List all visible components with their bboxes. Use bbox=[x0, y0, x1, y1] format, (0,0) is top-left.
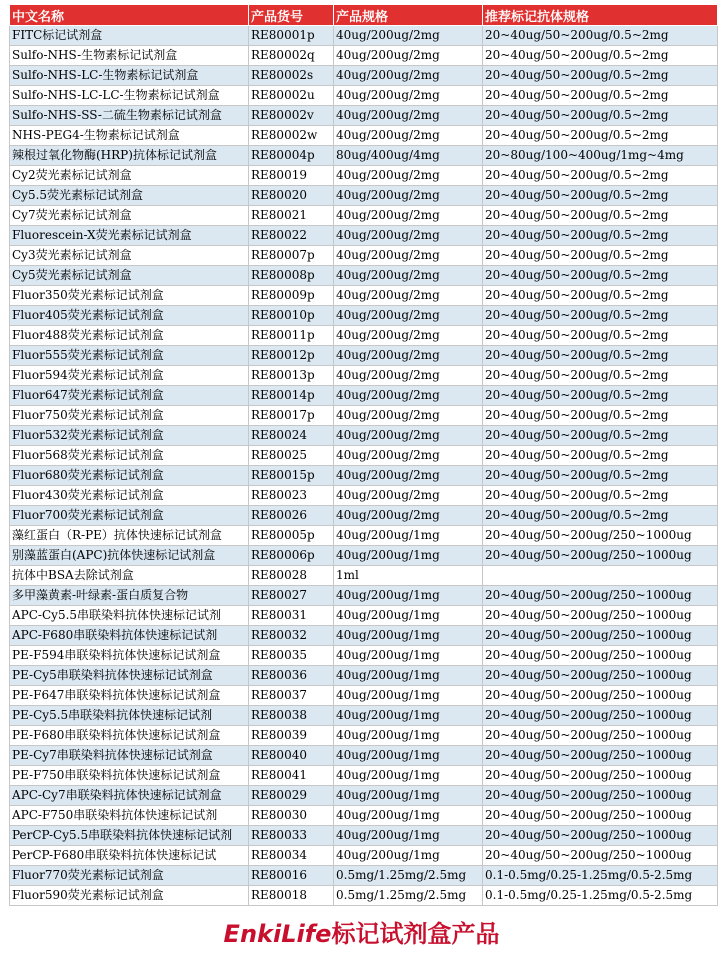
cell-code: RE80037 bbox=[249, 686, 334, 706]
footer-title bbox=[0, 914, 723, 954]
table-row bbox=[10, 366, 718, 386]
cell-spec: 40ug/200ug/1mg bbox=[334, 726, 483, 746]
table-row bbox=[10, 706, 718, 726]
cell-recommended: 20~40ug/50~200ug/250~1000ug bbox=[483, 786, 718, 806]
cell-recommended: 20~40ug/50~200ug/0.5~2mg bbox=[483, 406, 718, 426]
cell-name: Cy5.5荧光素标记试剂盒 bbox=[10, 186, 249, 206]
cell-recommended: 20~40ug/50~200ug/0.5~2mg bbox=[483, 426, 718, 446]
header-cell-recommended: 推荐标记抗体规格 bbox=[483, 5, 718, 26]
table-row bbox=[10, 886, 718, 906]
cell-code: RE80019 bbox=[249, 166, 334, 186]
cell-recommended: 20~40ug/50~200ug/250~1000ug bbox=[483, 666, 718, 686]
cell-recommended: 20~40ug/50~200ug/0.5~2mg bbox=[483, 326, 718, 346]
cell-name: Cy3荧光素标记试剂盒 bbox=[10, 246, 249, 266]
cell-recommended: 20~40ug/50~200ug/250~1000ug bbox=[483, 526, 718, 546]
table-row bbox=[10, 306, 718, 326]
cell-spec: 40ug/200ug/2mg bbox=[334, 406, 483, 426]
cell-code: RE80032 bbox=[249, 626, 334, 646]
cell-name: 抗体中BSA去除试剂盒 bbox=[10, 566, 249, 586]
cell-recommended: 20~40ug/50~200ug/250~1000ug bbox=[483, 646, 718, 666]
cell-code: RE80033 bbox=[249, 826, 334, 846]
table-row bbox=[10, 506, 718, 526]
cell-spec: 40ug/200ug/1mg bbox=[334, 526, 483, 546]
cell-spec: 40ug/200ug/2mg bbox=[334, 166, 483, 186]
cell-recommended: 20~40ug/50~200ug/250~1000ug bbox=[483, 706, 718, 726]
cell-code: RE80012p bbox=[249, 346, 334, 366]
cell-code: RE80013p bbox=[249, 366, 334, 386]
cell-spec: 40ug/200ug/2mg bbox=[334, 66, 483, 86]
cell-name: APC-Cy7串联染料抗体快速标记试剂盒 bbox=[10, 786, 249, 806]
cell-recommended: 20~40ug/50~200ug/0.5~2mg bbox=[483, 186, 718, 206]
cell-name: Fluor555荧光素标记试剂盒 bbox=[10, 346, 249, 366]
cell-name: PerCP-Cy5.5串联染料抗体快速标记试剂 bbox=[10, 826, 249, 846]
cell-code: RE80015p bbox=[249, 466, 334, 486]
cell-spec: 40ug/200ug/2mg bbox=[334, 506, 483, 526]
cell-spec: 40ug/200ug/2mg bbox=[334, 326, 483, 346]
cell-recommended: 20~40ug/50~200ug/250~1000ug bbox=[483, 586, 718, 606]
cell-code: RE80030 bbox=[249, 806, 334, 826]
cell-name: PE-Cy5.5串联染料抗体快速标记试剂 bbox=[10, 706, 249, 726]
product-table bbox=[9, 4, 718, 906]
cell-code: RE80002w bbox=[249, 126, 334, 146]
header-cell-spec: 产品规格 bbox=[334, 5, 483, 26]
table-row bbox=[10, 846, 718, 866]
cell-recommended: 20~40ug/50~200ug/0.5~2mg bbox=[483, 106, 718, 126]
table-row bbox=[10, 626, 718, 646]
cell-name: PE-F594串联染料抗体快速标记试剂盒 bbox=[10, 646, 249, 666]
cell-name: APC-F680串联染料抗体快速标记试剂 bbox=[10, 626, 249, 646]
cell-code: RE80035 bbox=[249, 646, 334, 666]
cell-recommended: 20~40ug/50~200ug/0.5~2mg bbox=[483, 206, 718, 226]
cell-recommended: 20~40ug/50~200ug/0.5~2mg bbox=[483, 466, 718, 486]
cell-code: RE80007p bbox=[249, 246, 334, 266]
table-row bbox=[10, 566, 718, 586]
cell-recommended: 20~40ug/50~200ug/0.5~2mg bbox=[483, 506, 718, 526]
table-row bbox=[10, 586, 718, 606]
cell-spec: 40ug/200ug/2mg bbox=[334, 486, 483, 506]
cell-code: RE80002v bbox=[249, 106, 334, 126]
cell-name: Fluor350荧光素标记试剂盒 bbox=[10, 286, 249, 306]
cell-spec: 40ug/200ug/1mg bbox=[334, 646, 483, 666]
cell-name: APC-Cy5.5串联染料抗体快速标记试剂 bbox=[10, 606, 249, 626]
cell-code: RE80020 bbox=[249, 186, 334, 206]
cell-code: RE80029 bbox=[249, 786, 334, 806]
cell-recommended: 20~40ug/50~200ug/250~1000ug bbox=[483, 726, 718, 746]
table-row bbox=[10, 66, 718, 86]
cell-name: PE-F647串联染料抗体快速标记试剂盒 bbox=[10, 686, 249, 706]
cell-spec: 40ug/200ug/1mg bbox=[334, 826, 483, 846]
cell-name: PE-Cy7串联染料抗体快速标记试剂盒 bbox=[10, 746, 249, 766]
cell-name: Fluor680荧光素标记试剂盒 bbox=[10, 466, 249, 486]
cell-spec: 40ug/200ug/2mg bbox=[334, 286, 483, 306]
table-row bbox=[10, 266, 718, 286]
cell-spec: 40ug/200ug/2mg bbox=[334, 366, 483, 386]
table-row bbox=[10, 26, 718, 46]
table-row bbox=[10, 766, 718, 786]
table-row bbox=[10, 446, 718, 466]
cell-recommended: 20~40ug/50~200ug/250~1000ug bbox=[483, 766, 718, 786]
cell-recommended: 20~40ug/50~200ug/250~1000ug bbox=[483, 806, 718, 826]
cell-spec: 40ug/200ug/2mg bbox=[334, 346, 483, 366]
cell-recommended: 20~40ug/50~200ug/0.5~2mg bbox=[483, 46, 718, 66]
cell-recommended: 20~40ug/50~200ug/0.5~2mg bbox=[483, 486, 718, 506]
table-row bbox=[10, 206, 718, 226]
cell-spec: 40ug/200ug/2mg bbox=[334, 86, 483, 106]
cell-name: Fluorescein-X荧光素标记试剂盒 bbox=[10, 226, 249, 246]
table-row bbox=[10, 486, 718, 506]
cell-spec: 40ug/200ug/2mg bbox=[334, 306, 483, 326]
table-row bbox=[10, 606, 718, 626]
cell-recommended: 20~40ug/50~200ug/0.5~2mg bbox=[483, 86, 718, 106]
cell-code: RE80001p bbox=[249, 26, 334, 46]
cell-recommended: 20~40ug/50~200ug/0.5~2mg bbox=[483, 126, 718, 146]
cell-name: Sulfo-NHS-SS-二硫生物素标记试剂盒 bbox=[10, 106, 249, 126]
table-row bbox=[10, 106, 718, 126]
header-cell-name: 中文名称 bbox=[10, 5, 249, 26]
cell-code: RE80008p bbox=[249, 266, 334, 286]
table-row bbox=[10, 786, 718, 806]
cell-spec: 40ug/200ug/1mg bbox=[334, 846, 483, 866]
cell-code: RE80027 bbox=[249, 586, 334, 606]
cell-name: 多甲藻黄素-叶绿素-蛋白质复合物 bbox=[10, 586, 249, 606]
cell-name: Fluor405荧光素标记试剂盒 bbox=[10, 306, 249, 326]
cell-spec: 40ug/200ug/1mg bbox=[334, 546, 483, 566]
cell-spec: 40ug/200ug/1mg bbox=[334, 746, 483, 766]
cell-spec: 0.5mg/1.25mg/2.5mg bbox=[334, 886, 483, 906]
cell-recommended: 20~40ug/50~200ug/250~1000ug bbox=[483, 846, 718, 866]
table-row bbox=[10, 726, 718, 746]
cell-spec: 40ug/200ug/1mg bbox=[334, 666, 483, 686]
cell-name: Sulfo-NHS-LC-LC-生物素标记试剂盒 bbox=[10, 86, 249, 106]
cell-spec: 40ug/200ug/2mg bbox=[334, 226, 483, 246]
cell-recommended: 0.1-0.5mg/0.25-1.25mg/0.5-2.5mg bbox=[483, 886, 718, 906]
cell-name: Fluor594荧光素标记试剂盒 bbox=[10, 366, 249, 386]
cell-recommended: 20~80ug/100~400ug/1mg~4mg bbox=[483, 146, 718, 166]
cell-spec: 40ug/200ug/2mg bbox=[334, 206, 483, 226]
cell-code: RE80040 bbox=[249, 746, 334, 766]
cell-code: RE80011p bbox=[249, 326, 334, 346]
cell-recommended: 20~40ug/50~200ug/250~1000ug bbox=[483, 746, 718, 766]
cell-spec: 40ug/200ug/2mg bbox=[334, 186, 483, 206]
brand-name: EnkiLife bbox=[223, 920, 332, 948]
cell-name: FITC标记试剂盒 bbox=[10, 26, 249, 46]
cell-spec: 40ug/200ug/1mg bbox=[334, 806, 483, 826]
cell-spec: 40ug/200ug/1mg bbox=[334, 786, 483, 806]
header-row bbox=[10, 5, 718, 26]
cell-code: RE80018 bbox=[249, 886, 334, 906]
cell-name: Sulfo-NHS-LC-生物素标记试剂盒 bbox=[10, 66, 249, 86]
cell-spec: 80ug/400ug/4mg bbox=[334, 146, 483, 166]
cell-code: RE80024 bbox=[249, 426, 334, 446]
cell-code: RE80023 bbox=[249, 486, 334, 506]
cell-recommended: 20~40ug/50~200ug/0.5~2mg bbox=[483, 66, 718, 86]
table-row bbox=[10, 86, 718, 106]
table-row bbox=[10, 46, 718, 66]
cell-code: RE80010p bbox=[249, 306, 334, 326]
cell-code: RE80002s bbox=[249, 66, 334, 86]
cell-spec: 40ug/200ug/1mg bbox=[334, 626, 483, 646]
cell-code: RE80005p bbox=[249, 526, 334, 546]
cell-code: RE80021 bbox=[249, 206, 334, 226]
cell-name: NHS-PEG4-生物素标记试剂盒 bbox=[10, 126, 249, 146]
cell-recommended: 20~40ug/50~200ug/250~1000ug bbox=[483, 826, 718, 846]
cell-recommended: 20~40ug/50~200ug/0.5~2mg bbox=[483, 446, 718, 466]
table-row bbox=[10, 166, 718, 186]
cell-spec: 40ug/200ug/2mg bbox=[334, 446, 483, 466]
table-row bbox=[10, 646, 718, 666]
cell-code: RE80036 bbox=[249, 666, 334, 686]
cell-recommended: 20~40ug/50~200ug/250~1000ug bbox=[483, 686, 718, 706]
cell-name: Fluor750荧光素标记试剂盒 bbox=[10, 406, 249, 426]
cell-code: RE80039 bbox=[249, 726, 334, 746]
cell-name: PE-Cy5串联染料抗体快速标记试剂盒 bbox=[10, 666, 249, 686]
cell-name: Fluor532荧光素标记试剂盒 bbox=[10, 426, 249, 446]
table-row bbox=[10, 386, 718, 406]
table-row bbox=[10, 526, 718, 546]
footer-suffix: 标记试剂盒产品 bbox=[331, 920, 500, 948]
table-body bbox=[10, 26, 718, 906]
cell-spec: 40ug/200ug/1mg bbox=[334, 606, 483, 626]
cell-name: Fluor488荧光素标记试剂盒 bbox=[10, 326, 249, 346]
table-row bbox=[10, 406, 718, 426]
cell-spec: 40ug/200ug/1mg bbox=[334, 766, 483, 786]
cell-name: 辣根过氧化物酶(HRP)抗体标记试剂盒 bbox=[10, 146, 249, 166]
cell-spec: 40ug/200ug/2mg bbox=[334, 26, 483, 46]
cell-recommended: 20~40ug/50~200ug/0.5~2mg bbox=[483, 346, 718, 366]
cell-recommended: 20~40ug/50~200ug/0.5~2mg bbox=[483, 266, 718, 286]
table-row bbox=[10, 666, 718, 686]
cell-code: RE80034 bbox=[249, 846, 334, 866]
cell-name: Fluor430荧光素标记试剂盒 bbox=[10, 486, 249, 506]
cell-recommended: 20~40ug/50~200ug/0.5~2mg bbox=[483, 286, 718, 306]
table-row bbox=[10, 546, 718, 566]
cell-recommended bbox=[483, 566, 718, 586]
header-cell-code: 产品货号 bbox=[249, 5, 334, 26]
cell-spec: 40ug/200ug/2mg bbox=[334, 386, 483, 406]
cell-name: 藻红蛋白（R-PE）抗体快速标记试剂盒 bbox=[10, 526, 249, 546]
cell-code: RE80026 bbox=[249, 506, 334, 526]
cell-name: PE-F750串联染料抗体快速标记试剂盒 bbox=[10, 766, 249, 786]
cell-name: Sulfo-NHS-生物素标记试剂盒 bbox=[10, 46, 249, 66]
table-row bbox=[10, 226, 718, 246]
cell-name: Fluor770荧光素标记试剂盒 bbox=[10, 866, 249, 886]
table-row bbox=[10, 286, 718, 306]
cell-spec: 40ug/200ug/2mg bbox=[334, 126, 483, 146]
cell-name: PerCP-F680串联染料抗体快速标记试 bbox=[10, 846, 249, 866]
cell-recommended: 20~40ug/50~200ug/0.5~2mg bbox=[483, 366, 718, 386]
cell-name: PE-F680串联染料抗体快速标记试剂盒 bbox=[10, 726, 249, 746]
cell-spec: 40ug/200ug/2mg bbox=[334, 246, 483, 266]
cell-code: RE80016 bbox=[249, 866, 334, 886]
cell-code: RE80002q bbox=[249, 46, 334, 66]
cell-name: Cy2荧光素标记试剂盒 bbox=[10, 166, 249, 186]
cell-recommended: 20~40ug/50~200ug/0.5~2mg bbox=[483, 226, 718, 246]
cell-name: Cy7荧光素标记试剂盒 bbox=[10, 206, 249, 226]
cell-name: APC-F750串联染料抗体快速标记试剂 bbox=[10, 806, 249, 826]
cell-name: Fluor647荧光素标记试剂盒 bbox=[10, 386, 249, 406]
cell-recommended: 20~40ug/50~200ug/250~1000ug bbox=[483, 546, 718, 566]
cell-recommended: 20~40ug/50~200ug/250~1000ug bbox=[483, 626, 718, 646]
cell-recommended: 20~40ug/50~200ug/0.5~2mg bbox=[483, 386, 718, 406]
cell-spec: 40ug/200ug/2mg bbox=[334, 46, 483, 66]
table-row bbox=[10, 246, 718, 266]
cell-name: Fluor700荧光素标记试剂盒 bbox=[10, 506, 249, 526]
table-row bbox=[10, 126, 718, 146]
cell-recommended: 20~40ug/50~200ug/0.5~2mg bbox=[483, 246, 718, 266]
cell-spec: 40ug/200ug/2mg bbox=[334, 426, 483, 446]
cell-spec: 40ug/200ug/1mg bbox=[334, 706, 483, 726]
cell-code: RE80028 bbox=[249, 566, 334, 586]
cell-code: RE80009p bbox=[249, 286, 334, 306]
cell-code: RE80014p bbox=[249, 386, 334, 406]
cell-spec: 1ml bbox=[334, 566, 483, 586]
cell-recommended: 20~40ug/50~200ug/0.5~2mg bbox=[483, 26, 718, 46]
table-row bbox=[10, 426, 718, 446]
cell-code: RE80017p bbox=[249, 406, 334, 426]
cell-name: Fluor568荧光素标记试剂盒 bbox=[10, 446, 249, 466]
cell-name: 别藻蓝蛋白(APC)抗体快速标记试剂盒 bbox=[10, 546, 249, 566]
cell-recommended: 0.1-0.5mg/0.25-1.25mg/0.5-2.5mg bbox=[483, 866, 718, 886]
cell-code: RE80031 bbox=[249, 606, 334, 626]
table-row bbox=[10, 866, 718, 886]
cell-code: RE80004p bbox=[249, 146, 334, 166]
table-row bbox=[10, 326, 718, 346]
cell-spec: 0.5mg/1.25mg/2.5mg bbox=[334, 866, 483, 886]
cell-spec: 40ug/200ug/2mg bbox=[334, 106, 483, 126]
cell-recommended: 20~40ug/50~200ug/0.5~2mg bbox=[483, 166, 718, 186]
cell-code: RE80002u bbox=[249, 86, 334, 106]
table-row bbox=[10, 186, 718, 206]
cell-recommended: 20~40ug/50~200ug/250~1000ug bbox=[483, 606, 718, 626]
cell-code: RE80041 bbox=[249, 766, 334, 786]
cell-spec: 40ug/200ug/2mg bbox=[334, 466, 483, 486]
table-row bbox=[10, 826, 718, 846]
cell-code: RE80022 bbox=[249, 226, 334, 246]
cell-spec: 40ug/200ug/2mg bbox=[334, 266, 483, 286]
table-row bbox=[10, 686, 718, 706]
cell-spec: 40ug/200ug/1mg bbox=[334, 586, 483, 606]
table-row bbox=[10, 146, 718, 166]
table-row bbox=[10, 346, 718, 366]
table-row bbox=[10, 746, 718, 766]
cell-recommended: 20~40ug/50~200ug/0.5~2mg bbox=[483, 306, 718, 326]
cell-code: RE80038 bbox=[249, 706, 334, 726]
cell-name: Fluor590荧光素标记试剂盒 bbox=[10, 886, 249, 906]
cell-code: RE80006p bbox=[249, 546, 334, 566]
table-row bbox=[10, 466, 718, 486]
cell-code: RE80025 bbox=[249, 446, 334, 466]
cell-spec: 40ug/200ug/1mg bbox=[334, 686, 483, 706]
table-row bbox=[10, 806, 718, 826]
cell-name: Cy5荧光素标记试剂盒 bbox=[10, 266, 249, 286]
